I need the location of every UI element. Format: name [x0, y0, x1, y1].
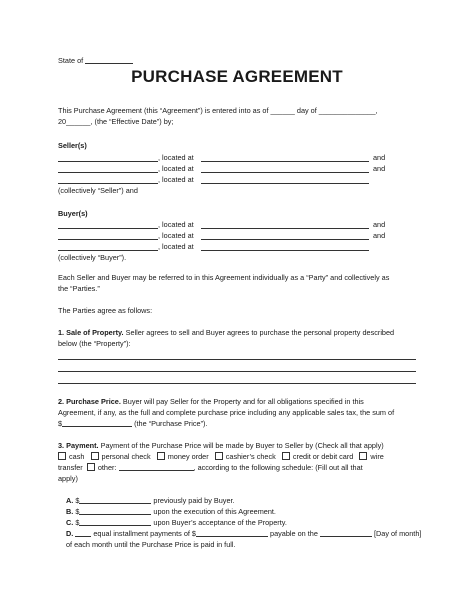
section-1-text: Seller agrees to sell and Buyer agrees to purchase the personal property described	[123, 328, 395, 337]
seller-name-field-2[interactable]	[58, 172, 158, 173]
seller-name-field-1[interactable]	[58, 161, 158, 162]
schedule-item-d	[66, 528, 421, 539]
payment-other-row	[58, 462, 363, 473]
section-1-line-2: below (the “Property”):	[58, 339, 131, 348]
page-title: PURCHASE AGREEMENT	[131, 67, 343, 86]
parties-line-2: the “Parties.”	[58, 284, 100, 293]
schedule-c-text: upon Buyer’s acceptance of the Property.	[151, 518, 287, 527]
schedule-item-a	[66, 495, 235, 506]
intro-line-2: 20______, (the “Effective Date”) by;	[58, 117, 174, 126]
schedule-d-count-field[interactable]	[75, 528, 91, 537]
schedule-d-amount-field[interactable]	[196, 528, 268, 537]
purchase-price-label: (the “Purchase Price”).	[132, 419, 208, 428]
schedule-d-day-field[interactable]	[320, 528, 372, 537]
checkbox-personal-check[interactable]	[91, 452, 99, 460]
buyer-name-field-3[interactable]	[58, 250, 158, 251]
section-3-apply: apply)	[58, 474, 78, 483]
state-of-label: State of	[58, 56, 86, 65]
section-3-line-1	[58, 440, 384, 451]
schedule-b-amount-field[interactable]	[79, 506, 151, 515]
buyer-and-1: and	[373, 220, 386, 229]
state-field[interactable]	[85, 55, 133, 64]
schedule-a-amount-field[interactable]	[79, 495, 151, 504]
section-2-line-3	[58, 418, 208, 429]
section-3-heading: 3. Payment.	[58, 441, 99, 450]
seller-address-field-3[interactable]	[201, 183, 369, 184]
payment-options-row	[58, 451, 384, 462]
buyers-collective: (collectively “Buyer”).	[58, 253, 127, 262]
checkbox-cash[interactable]	[58, 452, 66, 460]
section-1-heading: 1. Sale of Property.	[58, 328, 124, 337]
sellers-heading: Seller(s)	[58, 141, 87, 150]
schedule-text: , according to the following schedule: (Fill out all that	[193, 463, 363, 472]
section-2-line-1	[58, 396, 364, 407]
option-personal-check-label: personal check	[101, 452, 151, 461]
schedule-d-line-2: of each month until the Purchase Price is paid in full.	[66, 540, 236, 549]
intro-line-1: This Purchase Agreement (this “Agreement”) is entered into as of ______ day of ______________,	[58, 106, 378, 115]
buyer-located-3: , located at	[158, 242, 194, 251]
property-description-field-3[interactable]	[58, 383, 416, 384]
schedule-d-text-2: payable on the	[268, 529, 320, 538]
parties-agree: The Parties agree as follows:	[58, 306, 153, 315]
seller-located-1: , located at	[158, 153, 194, 162]
schedule-b-label: B.	[66, 507, 74, 516]
schedule-a-text: previously paid by Buyer.	[151, 496, 235, 505]
buyer-address-field-3[interactable]	[201, 250, 369, 251]
section-3-text: Payment of the Purchase Price will be made by Buyer to Seller by (Check all that apply)	[98, 441, 384, 450]
option-cashiers-check-label: cashier’s check	[225, 452, 276, 461]
schedule-c-label: C.	[66, 518, 74, 527]
seller-name-field-3[interactable]	[58, 183, 158, 184]
dollar-sign: $	[58, 419, 63, 428]
section-2-line-2: Agreement, if any, as the full and complete purchase price including any applicable sales tax, the sum of	[58, 408, 395, 417]
schedule-item-c	[66, 517, 287, 528]
buyer-name-field-2[interactable]	[58, 239, 158, 240]
checkbox-wire-transfer[interactable]	[359, 452, 367, 460]
seller-address-field-2[interactable]	[201, 172, 369, 173]
schedule-d-label: D.	[66, 529, 74, 538]
schedule-a-dollar: $	[75, 496, 80, 505]
checkbox-other[interactable]	[87, 463, 95, 471]
option-cash-label: cash	[69, 452, 85, 461]
option-transfer-label: transfer	[58, 463, 83, 472]
section-1-line-1	[58, 327, 394, 338]
schedule-d-text-3: [Day of month]	[371, 529, 422, 538]
state-of-row	[58, 55, 133, 66]
schedule-c-amount-field[interactable]	[79, 517, 151, 526]
seller-located-3: , located at	[158, 175, 194, 184]
schedule-b-dollar: $	[75, 507, 80, 516]
option-wire-label: wire	[370, 452, 384, 461]
buyer-located-1: , located at	[158, 220, 194, 229]
buyer-located-2: , located at	[158, 231, 194, 240]
buyer-name-field-1[interactable]	[58, 228, 158, 229]
purchase-price-field[interactable]	[62, 418, 132, 427]
seller-and-1: and	[373, 153, 386, 162]
schedule-d-text-1: equal installment payments of $	[91, 529, 196, 538]
property-description-field-1[interactable]	[58, 359, 416, 360]
section-2-text: Buyer will pay Seller for the Property and for all obligations specified in this	[120, 397, 364, 406]
seller-located-2: , located at	[158, 164, 194, 173]
schedule-c-dollar: $	[75, 518, 80, 527]
option-other-label: other:	[97, 463, 117, 472]
checkbox-money-order[interactable]	[157, 452, 165, 460]
checkbox-cashiers-check[interactable]	[215, 452, 223, 460]
schedule-b-text: upon the execution of this Agreement.	[151, 507, 276, 516]
buyers-heading: Buyer(s)	[58, 209, 88, 218]
checkbox-credit-debit[interactable]	[282, 452, 290, 460]
other-payment-field[interactable]	[119, 462, 194, 471]
buyer-address-field-1[interactable]	[201, 228, 369, 229]
option-credit-debit-label: credit or debit card	[292, 452, 354, 461]
buyer-and-2: and	[373, 231, 386, 240]
seller-address-field-1[interactable]	[201, 161, 369, 162]
schedule-item-b	[66, 506, 276, 517]
schedule-a-label: A.	[66, 496, 74, 505]
section-2-heading: 2. Purchase Price.	[58, 397, 121, 406]
sellers-collective: (collectively “Seller”) and	[58, 186, 138, 195]
property-description-field-2[interactable]	[58, 371, 416, 372]
buyer-address-field-2[interactable]	[201, 239, 369, 240]
parties-line-1: Each Seller and Buyer may be referred to in this Agreement individually as a “Party” and collectively as	[58, 273, 390, 282]
seller-and-2: and	[373, 164, 386, 173]
option-money-order-label: money order	[167, 452, 209, 461]
